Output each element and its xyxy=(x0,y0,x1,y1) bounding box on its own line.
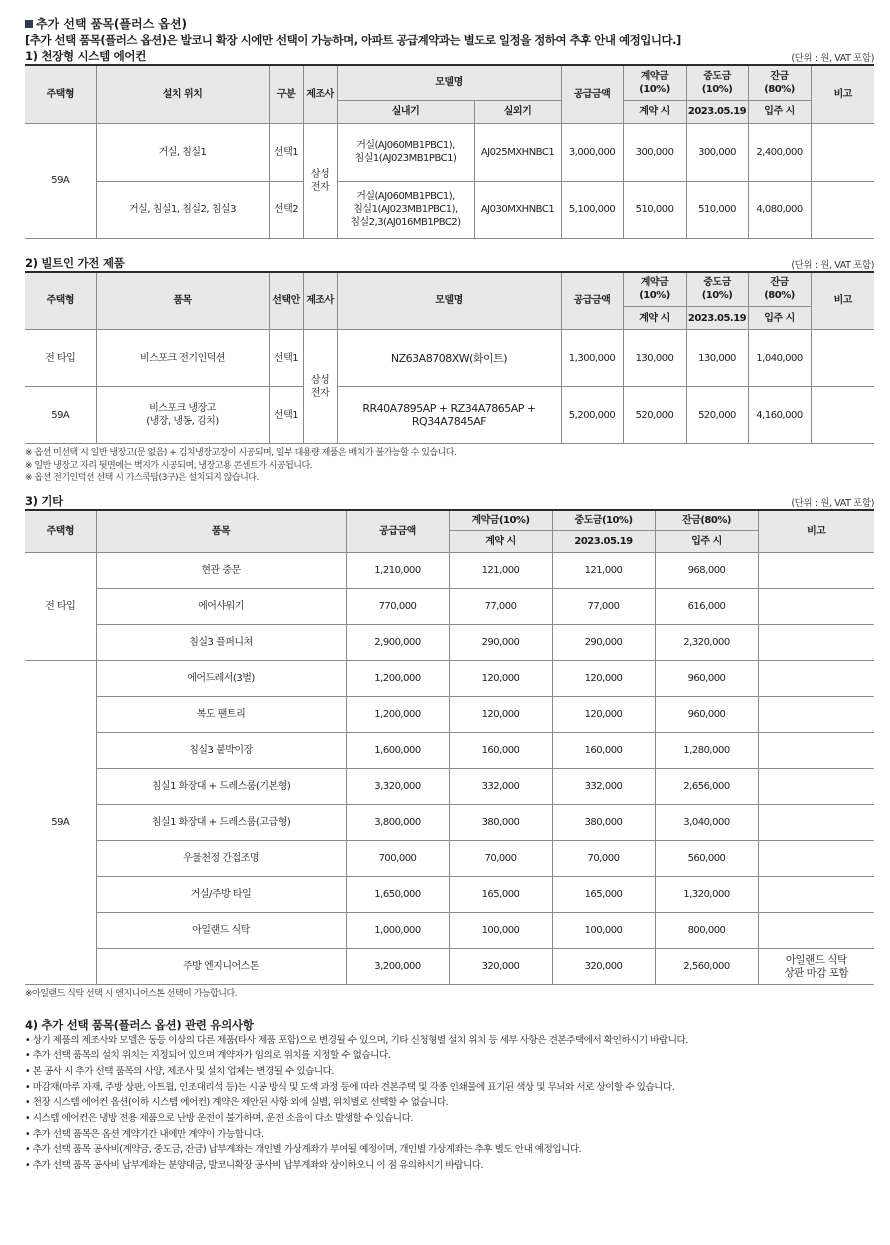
option-cell: 선택1 xyxy=(269,330,303,387)
mid-cell: 165,000 xyxy=(552,877,655,913)
deposit-cell: 130,000 xyxy=(623,330,686,387)
col-deposit-when: 계약 시 xyxy=(623,100,686,123)
indoor-cell: 거실(AJ060MB1PBC1), 침실1(AJ023MB1PBC1) xyxy=(337,123,474,181)
deposit-cell: 100,000 xyxy=(449,913,552,949)
col-model: 모델명 xyxy=(337,272,561,330)
deposit-cell: 77,000 xyxy=(449,589,552,625)
balance-cell: 616,000 xyxy=(655,589,758,625)
note-cell xyxy=(758,769,874,805)
col-balance-when: 입주 시 xyxy=(748,307,811,330)
precaution-item: • 추가 선택 품목은 옵션 계약기간 내에만 계약이 가능합니다. xyxy=(25,1128,264,1140)
item-cell: 주방 엔지니어스톤 xyxy=(96,949,346,985)
item-cell: 현관 중문 xyxy=(96,553,346,589)
note-cell xyxy=(758,553,874,589)
price-cell: 3,000,000 xyxy=(561,123,623,181)
deposit-cell: 120,000 xyxy=(449,661,552,697)
document-title: 추가 선택 품목(플러스 옵션) xyxy=(25,16,874,32)
item-cell: 아일랜드 식탁 xyxy=(96,913,346,949)
balance-cell: 3,040,000 xyxy=(655,805,758,841)
table-row xyxy=(25,123,874,181)
price-cell: 5,200,000 xyxy=(561,387,623,444)
option-document xyxy=(25,16,874,1174)
table-row xyxy=(25,625,874,661)
balance-cell: 968,000 xyxy=(655,553,758,589)
col-balance: 잔금 (80%) xyxy=(748,272,811,307)
balance-cell: 1,280,000 xyxy=(655,733,758,769)
kind-cell: 선택2 xyxy=(269,181,303,238)
note-line: ※ 옵션 전기인덕션 선택 시 가스쿡탑(3구)은 설치되지 않습니다. xyxy=(25,473,259,483)
col-mid-when: 2023.05.19 xyxy=(552,531,655,553)
deposit-cell: 165,000 xyxy=(449,877,552,913)
sec2-unit: (단위 : 원, VAT 포함) xyxy=(791,259,874,271)
sec2-title: 2) 빌트인 가전 제품 xyxy=(25,255,125,270)
price-cell: 5,100,000 xyxy=(561,181,623,238)
note-cell xyxy=(811,123,874,181)
col-indoor: 실내기 xyxy=(337,100,474,123)
mid-cell: 100,000 xyxy=(552,913,655,949)
balance-cell: 2,400,000 xyxy=(748,123,811,181)
col-location: 설치 위치 xyxy=(96,65,269,123)
balance-cell: 960,000 xyxy=(655,697,758,733)
col-housing: 주택형 xyxy=(25,272,96,330)
housing-cell: 59A xyxy=(25,387,96,444)
price-cell: 3,320,000 xyxy=(346,769,449,805)
col-balance: 잔금(80%) xyxy=(655,510,758,531)
col-note: 비고 xyxy=(811,65,874,123)
option-cell: 선택1 xyxy=(269,387,303,444)
location-cell: 거실, 침실1 xyxy=(96,123,269,181)
mid-cell: 332,000 xyxy=(552,769,655,805)
item-cell: 비스포크 냉장고 (냉장, 냉동, 김치) xyxy=(96,387,269,444)
deposit-cell: 332,000 xyxy=(449,769,552,805)
sec1-header xyxy=(25,48,874,64)
table-row xyxy=(25,769,874,805)
note-cell xyxy=(758,913,874,949)
note-cell xyxy=(758,877,874,913)
col-deposit: 계약금 (10%) xyxy=(623,65,686,100)
item-cell: 침실3 플퍼니쳐 xyxy=(96,625,346,661)
mid-cell: 290,000 xyxy=(552,625,655,661)
housing-cell: 전 타입 xyxy=(25,553,96,661)
price-cell: 1,600,000 xyxy=(346,733,449,769)
item-cell: 비스포크 전기인덕션 xyxy=(96,330,269,387)
price-cell: 1,210,000 xyxy=(346,553,449,589)
col-balance-when: 입주 시 xyxy=(655,531,758,553)
price-cell: 1,200,000 xyxy=(346,697,449,733)
price-cell: 3,200,000 xyxy=(346,949,449,985)
housing-cell: 전 타입 xyxy=(25,330,96,387)
price-cell: 1,300,000 xyxy=(561,330,623,387)
price-cell: 770,000 xyxy=(346,589,449,625)
note-cell xyxy=(758,733,874,769)
item-cell: 에어드레서(3벌) xyxy=(96,661,346,697)
note-cell xyxy=(811,181,874,238)
note-cell xyxy=(758,697,874,733)
col-housing: 주택형 xyxy=(25,65,96,123)
mid-cell: 520,000 xyxy=(686,387,748,444)
precautions-section xyxy=(25,1017,874,1174)
col-price: 공급금액 xyxy=(346,510,449,553)
table-row xyxy=(25,181,874,238)
note-cell xyxy=(758,805,874,841)
builtin-table xyxy=(25,271,874,445)
price-cell: 1,650,000 xyxy=(346,877,449,913)
col-mid-when: 2023.05.19 xyxy=(686,307,748,330)
balance-cell: 2,656,000 xyxy=(655,769,758,805)
square-bullet-icon xyxy=(25,20,33,28)
mid-cell: 160,000 xyxy=(552,733,655,769)
sec3-unit: (단위 : 원, VAT 포함) xyxy=(791,497,874,509)
table-row xyxy=(25,805,874,841)
item-cell: 우물천정 간접조명 xyxy=(96,841,346,877)
model-cell: NZ63A8708XW(화이트) xyxy=(337,330,561,387)
deposit-cell: 520,000 xyxy=(623,387,686,444)
note-line: ※ 일반 냉장고 자리 뒷면에는 벽지가 시공되며, 냉장고용 콘센트가 시공됩니다. xyxy=(25,460,313,471)
deposit-cell: 290,000 xyxy=(449,625,552,661)
precaution-item: • 추가 선택 품목 공사비(계약금, 중도금, 잔금) 납부계좌는 개인별 가상계좌가 부여될 예정이며, 개인별 가상계좌는 추후 별도 안내 예정입니다. xyxy=(25,1144,582,1156)
precautions-list xyxy=(25,1033,874,1174)
balance-cell: 960,000 xyxy=(655,661,758,697)
outdoor-cell: AJ030MXHNBC1 xyxy=(474,181,561,238)
housing-cell: 59A xyxy=(25,661,96,985)
builtin-notes xyxy=(25,447,874,485)
balance-cell: 1,320,000 xyxy=(655,877,758,913)
price-cell: 3,800,000 xyxy=(346,805,449,841)
sec1-title: 1) 천장형 시스템 에어컨 xyxy=(25,49,147,63)
note-line: ※ 옵션 미선택 시 일반 냉장고(문 없음) + 김치냉장고장이 시공되며, 일부 대용량 제품은 배치가 불가능할 수 있습니다. xyxy=(25,448,457,458)
col-balance-when: 입주 시 xyxy=(748,100,811,123)
price-cell: 1,200,000 xyxy=(346,661,449,697)
price-cell: 1,000,000 xyxy=(346,913,449,949)
note-cell xyxy=(758,661,874,697)
sec4-title: 4) 추가 선택 품목(플러스 옵션) 관련 유의사항 xyxy=(25,1017,254,1032)
sec3-title: 3) 기타 xyxy=(25,493,63,508)
note-cell: 아일랜드 식탁 상판 마감 포함 xyxy=(758,949,874,985)
price-cell: 700,000 xyxy=(346,841,449,877)
balance-cell: 560,000 xyxy=(655,841,758,877)
col-maker: 제조사 xyxy=(303,272,337,330)
table-row xyxy=(25,733,874,769)
precaution-item: • 추가 선택 품목 공사비 납부계좌는 분양대금, 발코니확장 공사비 납부계좌와 상이하오니 이 점 유의하시기 바랍니다. xyxy=(25,1160,484,1172)
col-item: 품목 xyxy=(96,272,269,330)
price-cell: 2,900,000 xyxy=(346,625,449,661)
outdoor-cell: AJ025MXHNBC1 xyxy=(474,123,561,181)
note-cell xyxy=(758,625,874,661)
table-row xyxy=(25,697,874,733)
deposit-cell: 510,000 xyxy=(623,181,686,238)
deposit-cell: 120,000 xyxy=(449,697,552,733)
mid-cell: 121,000 xyxy=(552,553,655,589)
table-row xyxy=(25,949,874,985)
notice-text: [추가 선택 품목(플러스 옵션)은 발코니 확장 시에만 선택이 가능하며, 아파트 공급계약과는 별도로 일정을 정하여 추후 안내 예정입니다.] xyxy=(25,33,681,47)
col-maker: 제조사 xyxy=(303,65,337,123)
table-row xyxy=(25,589,874,625)
item-cell: 에어샤워기 xyxy=(96,589,346,625)
sec1-unit: (단위 : 원, VAT 포함) xyxy=(791,53,874,64)
mid-cell: 380,000 xyxy=(552,805,655,841)
mid-cell: 320,000 xyxy=(552,949,655,985)
note-cell xyxy=(811,387,874,444)
col-note: 비고 xyxy=(811,272,874,330)
maker-cell: 삼성 전자 xyxy=(303,123,337,238)
balance-cell: 2,560,000 xyxy=(655,949,758,985)
col-mid: 중도금(10%) xyxy=(552,510,655,531)
deposit-cell: 300,000 xyxy=(623,123,686,181)
balance-cell: 4,080,000 xyxy=(748,181,811,238)
col-mid: 중도금 (10%) xyxy=(686,65,748,100)
precaution-item: • 천장 시스템 에어컨 옵션(이하 시스템 에어컨) 계약은 제안된 사항 외에 실별, 위치별로 선택할 수 없습니다. xyxy=(25,1097,449,1109)
balance-cell: 1,040,000 xyxy=(748,330,811,387)
balance-cell: 2,320,000 xyxy=(655,625,758,661)
col-deposit: 계약금(10%) xyxy=(449,510,552,531)
col-item: 품목 xyxy=(96,510,346,553)
item-cell: 침실1 화장대 + 드레스룸(기본형) xyxy=(96,769,346,805)
mid-cell: 77,000 xyxy=(552,589,655,625)
col-deposit: 계약금 (10%) xyxy=(623,272,686,307)
col-price: 공급금액 xyxy=(561,272,623,330)
note-cell xyxy=(758,589,874,625)
col-outdoor: 실외기 xyxy=(474,100,561,123)
location-cell: 거실, 침실1, 침실2, 침실3 xyxy=(96,181,269,238)
col-option: 선택안 xyxy=(269,272,303,330)
col-model: 모델명 xyxy=(337,65,561,100)
item-cell: 복도 팬트리 xyxy=(96,697,346,733)
maker-cell: 삼성 전자 xyxy=(303,330,337,444)
mid-cell: 300,000 xyxy=(686,123,748,181)
mid-cell: 130,000 xyxy=(686,330,748,387)
precaution-item: • 상기 제품의 제조사와 모델은 동등 이상의 다른 제품(타사 제품 포함)으로 변경될 수 있으며, 기타 신청형별 설치 위치 등 세부 사항은 견본주택에서 확인하시기 바랍니다. xyxy=(25,1034,688,1046)
precaution-item: • 본 공사 시 추가 선택 품목의 사양, 제조사 및 설치 업체는 변경될 수 있습니다. xyxy=(25,1065,334,1077)
item-cell: 침실1 화장대 + 드레스룸(고급형) xyxy=(96,805,346,841)
mid-cell: 510,000 xyxy=(686,181,748,238)
aircon-table xyxy=(25,64,874,239)
col-balance: 잔금 (80%) xyxy=(748,65,811,100)
table-row xyxy=(25,661,874,697)
deposit-cell: 380,000 xyxy=(449,805,552,841)
deposit-cell: 121,000 xyxy=(449,553,552,589)
mid-cell: 70,000 xyxy=(552,841,655,877)
kind-cell: 선택1 xyxy=(269,123,303,181)
col-price: 공급금액 xyxy=(561,65,623,123)
table-row xyxy=(25,913,874,949)
sec2-header xyxy=(25,255,874,271)
col-kind: 구분 xyxy=(269,65,303,123)
item-cell: 침실3 붙박이장 xyxy=(96,733,346,769)
item-cell: 거실/주방 타일 xyxy=(96,877,346,913)
housing-cell: 59A xyxy=(25,123,96,238)
balance-cell: 4,160,000 xyxy=(748,387,811,444)
etc-footnote: ※아일랜드 식탁 선택 시 엔지니어스톤 선택이 가능합니다. xyxy=(25,989,238,999)
mid-cell: 120,000 xyxy=(552,697,655,733)
precaution-item: • 마감재(마루 자재, 주방 상판, 아트월, 인조대리석 등)는 시공 방식 및 도색 과정 등에 따라 견본주택 및 각종 인쇄물에 표기된 색상 및 무늬와 서로 상이할 수 있습니다. xyxy=(25,1081,675,1093)
table-row xyxy=(25,387,874,444)
indoor-cell: 거실(AJ060MB1PBC1), 침실1(AJ023MB1PBC1), 침실2,3(AJ016MB1PBC2) xyxy=(337,181,474,238)
table-row xyxy=(25,841,874,877)
etc-table xyxy=(25,509,874,986)
balance-cell: 800,000 xyxy=(655,913,758,949)
col-mid-when: 2023.05.19 xyxy=(686,100,748,123)
table-row xyxy=(25,553,874,589)
precaution-item: • 시스템 에어컨은 냉방 전용 제품으로 난방 운전이 불가하며, 운전 소음이 다소 발생할 수 있습니다. xyxy=(25,1113,413,1125)
col-note: 비고 xyxy=(758,510,874,553)
deposit-cell: 160,000 xyxy=(449,733,552,769)
sec3-header xyxy=(25,493,874,509)
col-housing: 주택형 xyxy=(25,510,96,553)
mid-cell: 120,000 xyxy=(552,661,655,697)
col-deposit-when: 계약 시 xyxy=(623,307,686,330)
model-cell: RR40A7895AP + RZ34A7865AP + RQ34A7845AF xyxy=(337,387,561,444)
note-cell xyxy=(811,330,874,387)
deposit-cell: 70,000 xyxy=(449,841,552,877)
col-mid: 중도금 (10%) xyxy=(686,272,748,307)
col-deposit-when: 계약 시 xyxy=(449,531,552,553)
table-row xyxy=(25,877,874,913)
precaution-item: • 추가 선택 품목의 설치 위치는 지정되어 있으며 계약자가 임의로 위치를 지정할 수 없습니다. xyxy=(25,1050,391,1062)
table-row xyxy=(25,330,874,387)
deposit-cell: 320,000 xyxy=(449,949,552,985)
note-cell xyxy=(758,841,874,877)
